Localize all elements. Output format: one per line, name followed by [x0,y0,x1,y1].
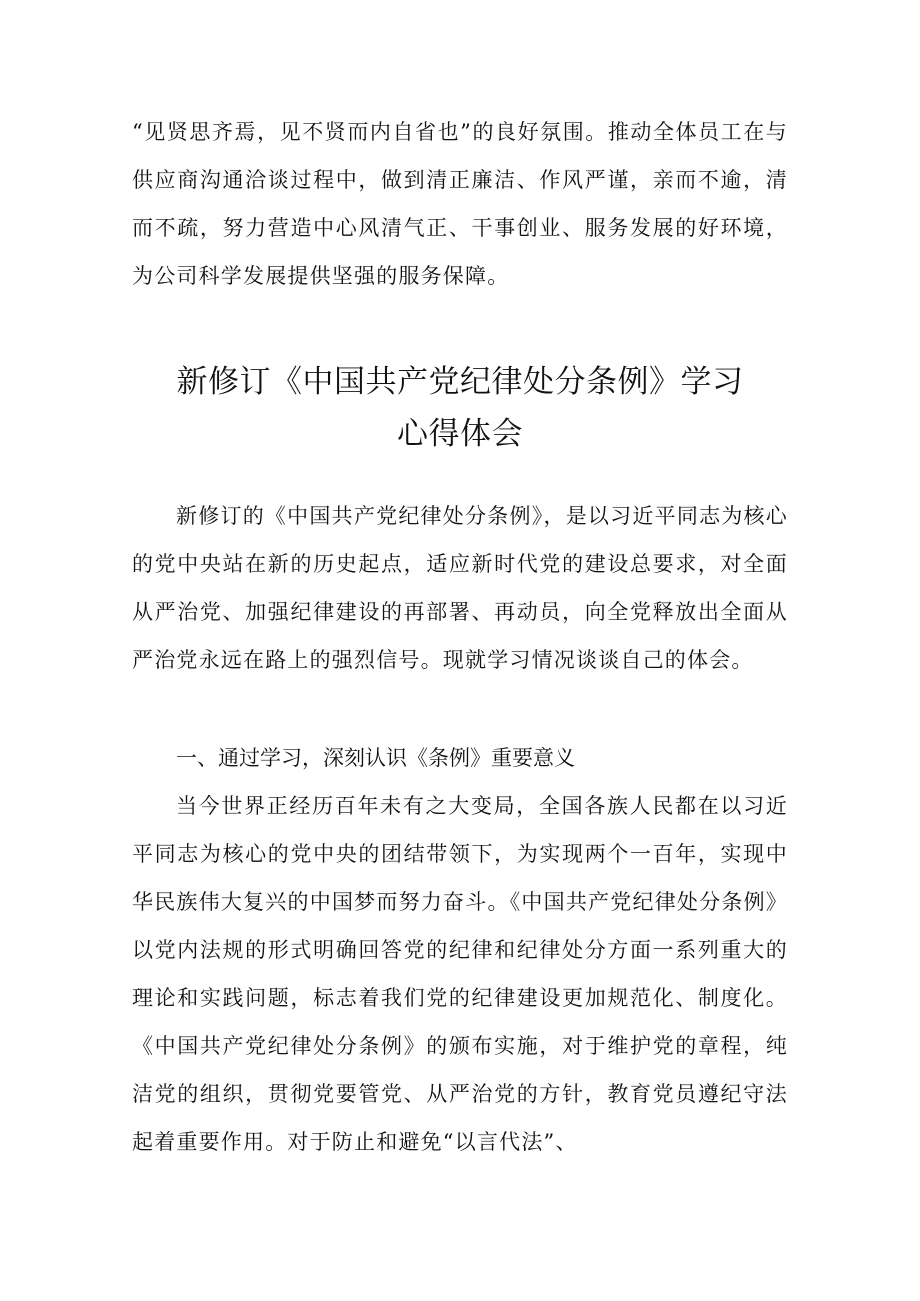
document-title [100,356,820,460]
document-title-line-2: 心得体会 [397,416,523,452]
body-paragraph-2: 当今世界正经历百年未有之大变局，全国各族人民都在以习近平同志为核心的党中央的团结带领下，为实现两个一百年，实现中华民族伟大复兴的中国梦而努力奋斗。《中国共产党纪律处分条例》以党内法规的形式明确回答党的纪律和纪律处分方面一系列重大的理论和实践问题，标志着我们党的纪律建设更加规范化、制度化。《中国共产党纪律处分条例》的颁布实施，对于维护党的章程，纯洁党的组织，贯彻党要管党、从严治党的方针，教育党员遵纪守法起着重要作用。对于防止和避免“以言代法”、 [132,794,788,1154]
section-heading-1: 一、通过学习，深刻认识《条例》重要意义 [176,746,575,770]
document-title-line-1: 新修订《中国共产党纪律处分条例》学习 [176,364,744,400]
intro-paragraph: “见贤思齐焉，见不贤而内自省也”的良好氛围。推动全体员工在与供应商沟通洽谈过程中，做到清正廉洁、作风严谨，亲而不逾，清而不疏，努力营造中心风清气正、干事创业、服务发展的好环境，为公司科学发展提供坚强的服务保障。 [132,120,788,288]
body-paragraph-1: 新修订的《中国共产党纪律处分条例》，是以习近平同志为核心的党中央站在新的历史起点，适应新时代党的建设总要求，对全面从严治党、加强纪律建设的再部署、再动员，向全党释放出全面从严治党永远在路上的强烈信号。现就学习情况谈谈自己的体会。 [132,504,788,672]
